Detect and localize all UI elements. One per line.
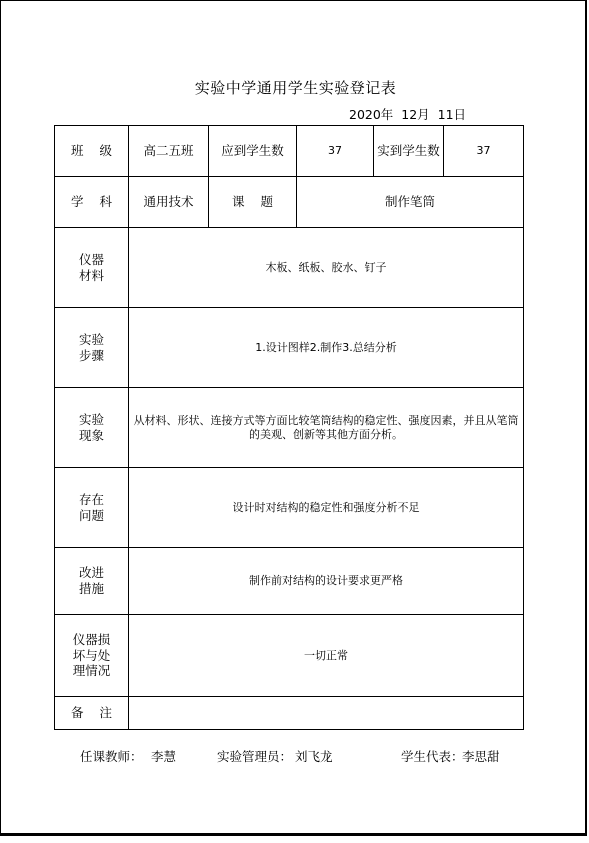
expected-students-value: 37	[297, 126, 374, 177]
teacher-name: 李慧	[151, 749, 177, 764]
row-label: 备 注	[55, 697, 129, 730]
actual-students-value: 37	[444, 126, 524, 177]
teacher-label: 任课教师：	[80, 749, 143, 764]
row-value: 设计时对结构的稳定性和强度分析不足	[129, 468, 524, 548]
class-row	[55, 126, 524, 177]
table-row	[55, 697, 524, 730]
topic-value: 制作笔筒	[297, 177, 524, 228]
table-row	[55, 615, 524, 697]
table-row	[55, 548, 524, 615]
subject-value: 通用技术	[129, 177, 209, 228]
expected-students-label: 应到学生数	[209, 126, 297, 177]
student-rep-name: 李思甜	[462, 749, 500, 764]
table-row	[55, 388, 524, 468]
subject-row	[55, 177, 524, 228]
teacher-signature	[80, 747, 143, 765]
row-value: 从材料、形状、连接方式等方面比较笔筒结构的稳定性、强度因素，并且从笔筒的美观、创新等其他方面分析。	[129, 388, 524, 468]
row-label: 仪器 材料	[55, 228, 129, 308]
subject-label: 学 科	[55, 177, 129, 228]
row-value	[129, 697, 524, 730]
row-value: 木板、纸板、胶水、钉子	[129, 228, 524, 308]
student-rep-label: 学生代表：	[401, 749, 464, 764]
admin-name: 刘飞龙	[295, 749, 333, 764]
row-label: 实验 现象	[55, 388, 129, 468]
topic-label: 课 题	[209, 177, 297, 228]
registration-table	[54, 125, 524, 730]
row-label: 改进 措施	[55, 548, 129, 615]
row-value: 1.设计图样2.制作3.总结分析	[129, 308, 524, 388]
table-row	[55, 228, 524, 308]
class-label: 班 级	[55, 126, 129, 177]
row-label: 实验 步骤	[55, 308, 129, 388]
row-label: 存在 问题	[55, 468, 129, 548]
table-row	[55, 468, 524, 548]
form-title: 实验中学通用学生实验登记表	[194, 79, 397, 97]
form-date: 2020年 12月 11日	[349, 107, 467, 122]
row-label: 仪器损 坏与处 理情况	[55, 615, 129, 697]
admin-label: 实验管理员：	[217, 749, 293, 764]
actual-students-label: 实到学生数	[374, 126, 444, 177]
row-value: 制作前对结构的设计要求更严格	[129, 548, 524, 615]
row-value: 一切正常	[129, 615, 524, 697]
class-value: 高二五班	[129, 126, 209, 177]
table-row	[55, 308, 524, 388]
